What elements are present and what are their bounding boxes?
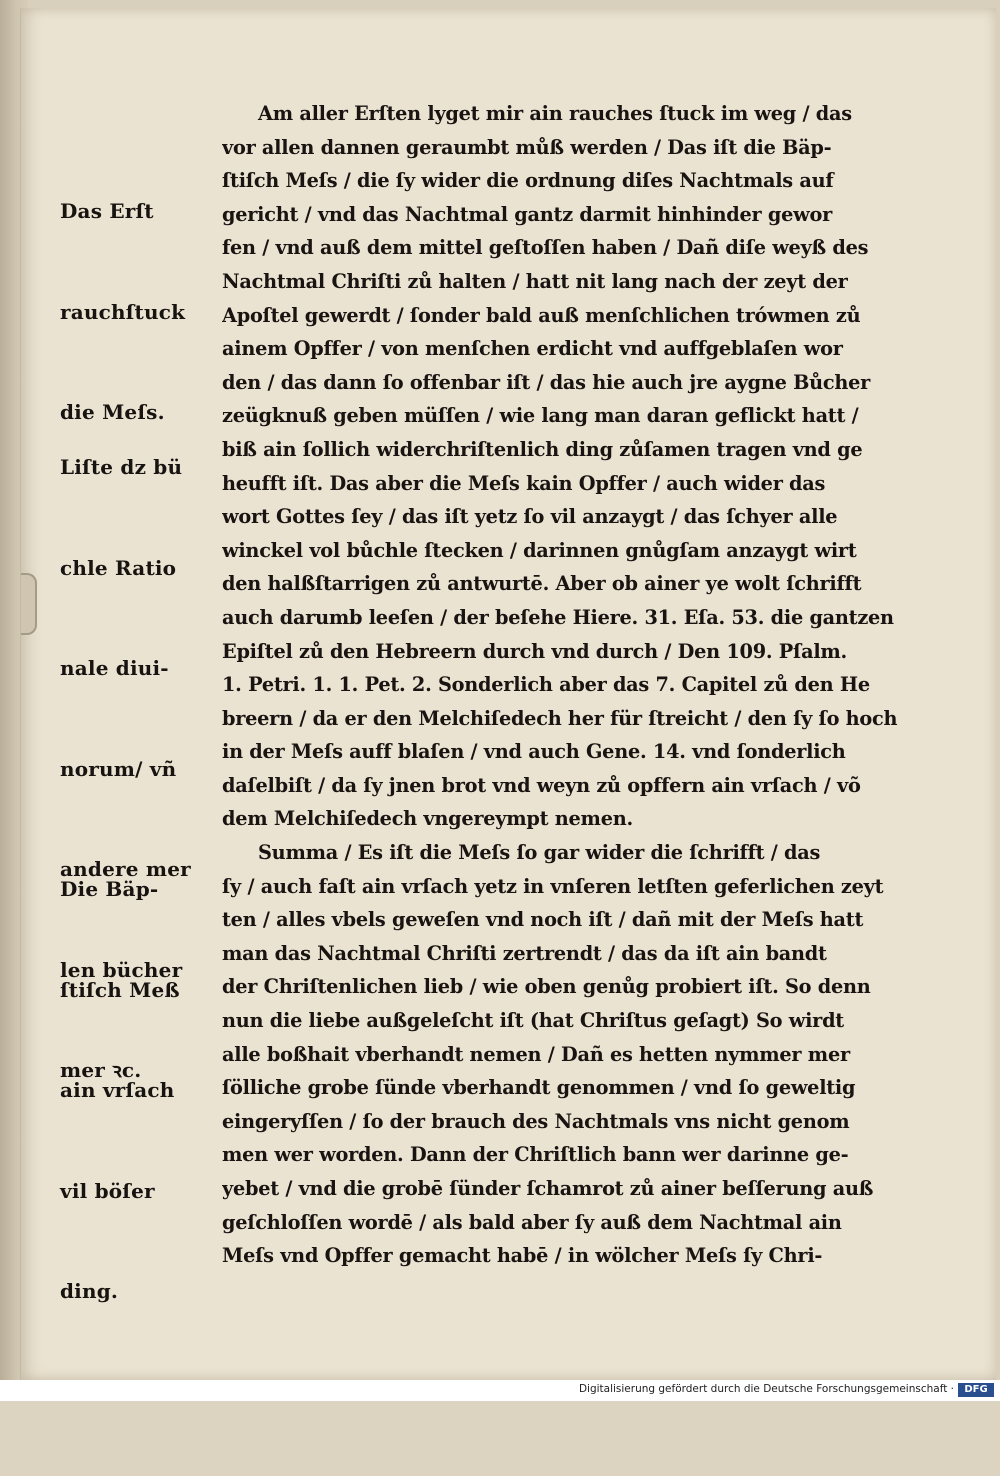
text-line: Apoſtel gewerdt / ſonder bald auß menſchlichen trówmen zů: [222, 303, 861, 327]
text-line: Summa / Es iſt die Meſs ſo gar wider die ſchrifft / das: [258, 841, 821, 865]
text-line: gericht / vnd das Nachtmal gantz darmit hinhinder gewor: [222, 202, 833, 226]
margin-note-line: vil böſer: [60, 1178, 155, 1203]
page-clip-ring: [21, 573, 37, 635]
footer-credit: Digitalisierung gefördert durch die Deutsche Forschungsgemeinschaft ·: [578, 1383, 954, 1395]
text-line: 1. Petri. 1. 1. Pet. 2. Sonderlich aber das 7. Capitel zů den He: [222, 673, 870, 697]
margin-note-line: ain vrſach: [60, 1078, 175, 1102]
text-line: ten / alles vbels geweſen vnd noch iſt / dañ mit der Meſs hatt: [222, 908, 864, 932]
margin-note-line: ſtiſch Meß: [60, 977, 180, 1002]
text-line: Nachtmal Chriſti zů halten / hatt nit lang nach der zeyt der: [222, 269, 848, 293]
text-line: auch darumb leeſen / der beſehe Hiere. 31. Eſa. 53. die gantzen: [222, 605, 894, 629]
text-line: den halßſtarrigen zů antwurtē. Aber ob ainer ye wolt ſchrifft: [222, 572, 862, 596]
text-line: yebet / vnd die grobē ſünder ſchamrot zů ainer beſſerung auß: [222, 1177, 874, 1200]
margin-note-line: Liſte dz bü: [60, 455, 183, 479]
margin-note-line: rauchſtuck: [60, 299, 186, 324]
text-line: zeügknuß geben müſſen / wie lang man daran geflickt hatt /: [222, 404, 859, 428]
text-line: der Chriſtenlichen lieb / wie oben genůg probiert iſt. So denn: [222, 975, 871, 999]
margin-note-line: Die Bäp-: [60, 877, 159, 901]
main-text-block: [222, 97, 937, 1273]
margin-note-line: ding.: [60, 1279, 119, 1303]
text-line: geſchloſſen wordē / als bald aber ſy auß dem Nachtmal ain: [222, 1210, 842, 1234]
text-line: ſtiſch Meſs / die ſy wider die ordnung diſes Nachtmals auf: [222, 169, 834, 193]
margin-note-line: Das Erſt: [60, 199, 154, 223]
margin-note-line: nale diui-: [60, 656, 169, 680]
margin-note-line: andere mer: [60, 857, 191, 881]
text-line: den / das dann ſo offenbar iſt / das hie auch jre aygne Bůcher: [222, 370, 871, 394]
margin-note-line: norum/ vñ: [60, 756, 177, 781]
text-line: nun die liebe außgeleſcht iſt (hat Chriſtus geſagt) So wirdt: [222, 1009, 844, 1033]
text-line: breern / da er den Melchiſedech her für ſtreicht / den ſy ſo hoch: [222, 706, 898, 730]
text-line: heufft iſt. Das aber die Meſs kain Opffer / auch wider das: [222, 471, 826, 495]
text-line: ainem Opffer / von menſchen erdicht vnd auffgeblaſen wor: [222, 337, 843, 361]
dfg-logo-icon: DFG: [958, 1383, 994, 1397]
margin-note-line: die Meſs.: [60, 400, 165, 424]
margin-note-line: len bücher: [60, 957, 183, 982]
text-line: men wer worden. Dann der Chriſtlich bann wer darinne ge-: [222, 1143, 849, 1167]
text-line: man das Nachtmal Chriſti zertrendt / das da iſt ain bandt: [222, 941, 827, 965]
margin-notes: [60, 128, 210, 1303]
margin-note-line: chle Ratio: [60, 555, 177, 580]
text-line: Am aller Erſten lyget mir ain rauches ſtuck im weg / das: [258, 102, 852, 125]
text-line: Epiſtel zů den Hebreern durch vnd durch / Den 109. Pſalm.: [222, 639, 848, 663]
text-line: ſy / auch faſt ain vrſach yetz in vnſeren letſten geferlichen zeyt: [222, 874, 884, 898]
text-line: eingeryſſen / ſo der brauch des Nachtmals vns nicht genom: [222, 1109, 850, 1133]
digitization-footer: [0, 1380, 1000, 1401]
text-line: daſelbiſt / da ſy jnen brot vnd weyn zů opffern ain vrſach / võ: [222, 773, 861, 797]
text-line: ſölliche grobe ſünde vberhandt genommen / vnd ſo geweltig: [222, 1076, 856, 1100]
text-line: winckel vol bůchle ſtecken / darinnen gnůgſam anzaygt wirt: [222, 538, 857, 562]
text-line: alle boßhait vberhandt nemen / Dañ es hetten nymmer mer: [222, 1042, 850, 1066]
text-line: wort Gottes ſey / das iſt yetz ſo vil anzaygt / das ſchyer alle: [222, 505, 838, 529]
text-line: fen / vnd auß dem mittel geſtoſſen haben / Dañ diſe weyß des: [222, 236, 869, 260]
margin-note-baepstisch: [60, 806, 210, 1476]
text-line: Meſs vnd Opffer gemacht habē / in wölcher Meſs ſy Chri-: [222, 1244, 823, 1268]
margin-note-line: mer ꝛc.: [60, 1058, 142, 1082]
text-line: vor allen dannen geraumbt můß werden / Das iſt die Bäp-: [222, 135, 832, 159]
text-line: in der Meſs auff blaſen / vnd auch Gene. 14. vnd ſonderlich: [222, 740, 846, 764]
text-line: dem Melchiſedech vngereympt nemen.: [222, 807, 633, 831]
text-line: biß ain ſollich widerchriſtenlich ding zůſamen tragen vnd ge: [222, 437, 863, 461]
